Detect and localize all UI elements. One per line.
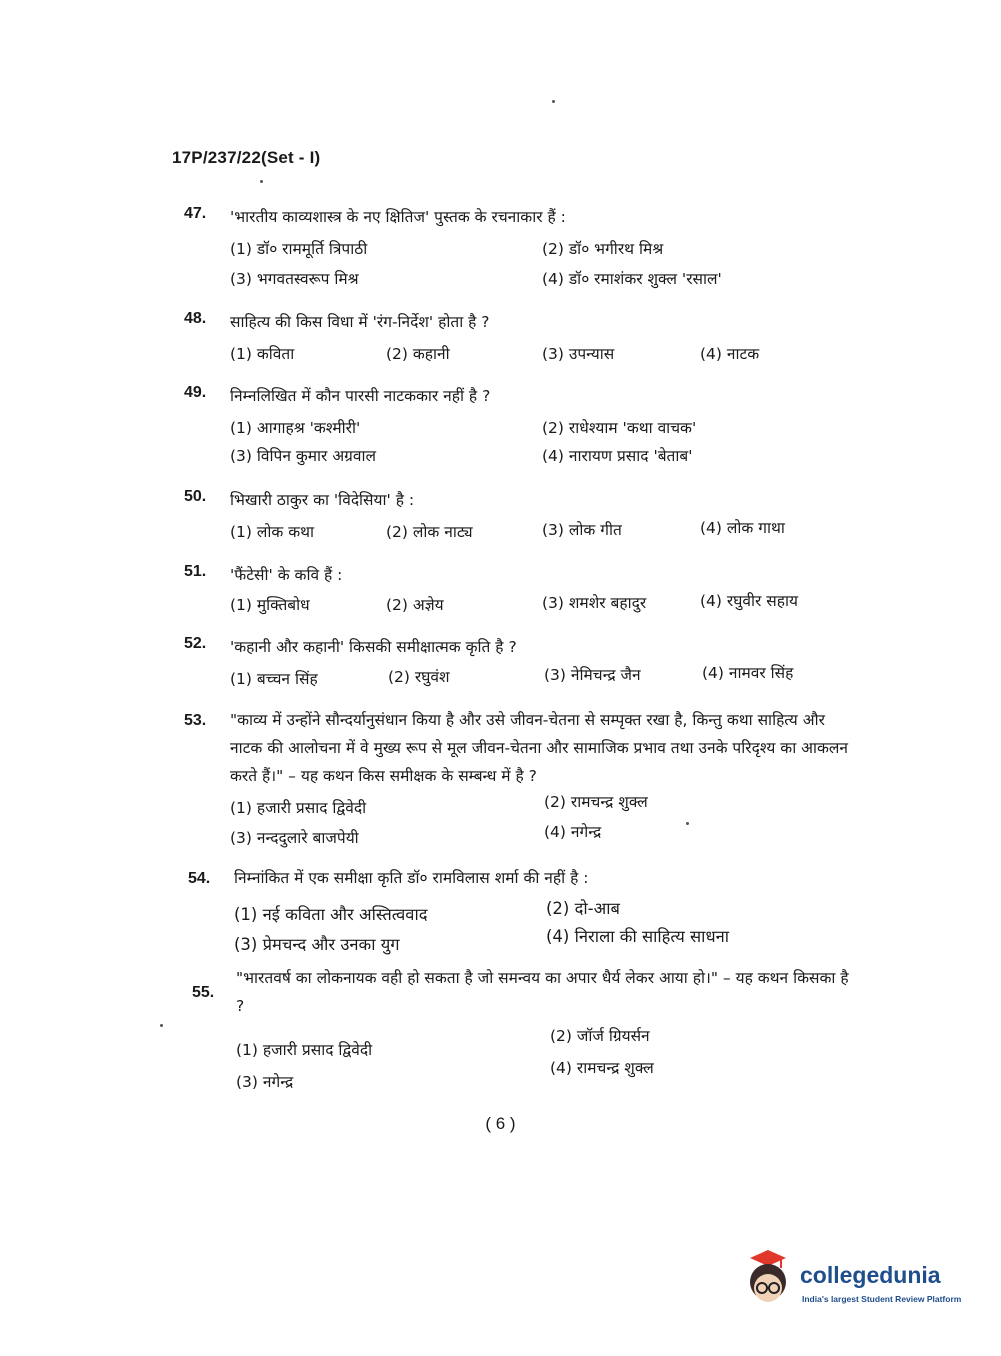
question-number: 50. (184, 488, 207, 505)
option-3: (3) उपन्यास (542, 345, 615, 363)
question-number: 53. (184, 712, 207, 729)
paper-code: 17P/237/22(Set - I) (172, 148, 321, 167)
question-text: 'फैंटेसी' के कवि हैं : (230, 566, 343, 584)
question-number: 52. (184, 635, 207, 652)
option-1: (1) बच्चन सिंह (230, 670, 318, 688)
option-3: (3) शमशेर बहादुर (542, 594, 647, 612)
question-text: "काव्य में उन्होंने सौन्दर्यानुसंधान किया है और उसे जीवन-चेतना से सम्पृक्त रखा है, किन्तु कथा साहित्य और नाटक की आलोचना में वे मुख्य रूप से मूल जीवन-चेतना और सामाजिक प्रभाव तथा उनके परिदृश्य का आकलन करते हैं।" – यह कथन किस समीक्षक के सम्बन्ध में है ? (230, 711, 849, 785)
question-number: 47. (184, 205, 207, 222)
option-1: (1) हजारी प्रसाद द्विवेदी (236, 1041, 373, 1059)
option-2: (2) कहानी (386, 345, 450, 363)
question-text: भिखारी ठाकुर का 'विदेसिया' है : (230, 491, 415, 509)
option-1: (1) मुक्तिबोध (230, 596, 310, 614)
question-text: निम्नलिखित में कौन पारसी नाटककार नहीं है ? (230, 387, 491, 405)
brand-tagline: India's largest Student Review Platform (802, 1294, 962, 1304)
option-3: (3) नेमिचन्द्र जैन (544, 666, 641, 684)
collegedunia-watermark (740, 1248, 970, 1318)
option-1: (1) कविता (230, 345, 295, 363)
option-4: (4) नामवर सिंह (702, 664, 794, 682)
option-3: (3) नन्ददुलारे बाजपेयी (230, 829, 359, 847)
question-text: निम्नांकित में एक समीक्षा कृति डॉ० रामविलास शर्मा की नहीं है : (234, 869, 589, 887)
question-text: साहित्य की किस विधा में 'रंग-निर्देश' होता है ? (230, 313, 490, 331)
option-2: (2) लोक नाट्य (386, 523, 473, 541)
mascot-icon (740, 1248, 796, 1310)
option-4: (4) नगेन्द्र (544, 823, 602, 841)
question-number: 54. (188, 870, 211, 887)
option-1: (1) आगाहश्र 'कश्मीरी' (230, 419, 361, 437)
option-4: (4) नारायण प्रसाद 'बेताब' (542, 447, 693, 465)
option-1: (1) नई कविता और अस्तित्ववाद (234, 905, 428, 924)
brand-name: collegedunia (800, 1262, 941, 1288)
question-number: 51. (184, 563, 207, 580)
option-3: (3) प्रेमचन्द और उनका युग (234, 935, 400, 954)
scan-speck (160, 1024, 163, 1027)
option-3: (3) भगवतस्वरूप मिश्र (230, 270, 359, 288)
option-4: (4) रघुवीर सहाय (700, 592, 798, 610)
option-4: (4) लोक गाथा (700, 519, 785, 537)
option-4: (4) डॉ० रमाशंकर शुक्ल 'रसाल' (542, 270, 722, 288)
option-3: (3) नगेन्द्र (236, 1073, 294, 1091)
scan-speck (686, 822, 689, 825)
option-4: (4) रामचन्द्र शुक्ल (550, 1059, 654, 1077)
question-number: 55. (192, 984, 215, 1001)
scan-speck (260, 180, 263, 183)
option-1: (1) हजारी प्रसाद द्विवेदी (230, 799, 367, 817)
option-1: (1) लोक कथा (230, 523, 315, 541)
option-2: (2) अज्ञेय (386, 596, 444, 614)
question-text: 'कहानी और कहानी' किसकी समीक्षात्मक कृति है ? (230, 638, 517, 656)
option-3: (3) विपिन कुमार अग्रवाल (230, 447, 377, 465)
option-2: (2) रामचन्द्र शुक्ल (544, 793, 648, 811)
option-3: (3) लोक गीत (542, 521, 622, 539)
scan-speck (552, 100, 555, 103)
option-2: (2) दो-आब (546, 899, 620, 918)
question-text: 'भारतीय काव्यशास्त्र के नए क्षितिज' पुस्तक के रचनाकार हैं : (230, 208, 566, 226)
option-2: (2) राधेश्याम 'कथा वाचक' (542, 419, 697, 437)
question-number: 49. (184, 384, 207, 401)
option-4: (4) नाटक (700, 345, 760, 363)
option-2: (2) रघुवंश (388, 668, 450, 686)
option-4: (4) निराला की साहित्य साधना (546, 927, 730, 946)
question-number: 48. (184, 310, 207, 327)
option-2: (2) जॉर्ज ग्रियर्सन (550, 1027, 650, 1045)
option-2: (2) डॉ० भगीरथ मिश्र (542, 240, 664, 258)
option-1: (1) डॉ० राममूर्ति त्रिपाठी (230, 240, 368, 258)
question-text: "भारतवर्ष का लोकनायक वही हो सकता है जो समन्वय का अपार धैर्य लेकर आया हो।" – यह कथन किसका है ? (236, 969, 849, 1015)
page-number: ( 6 ) (485, 1114, 516, 1133)
